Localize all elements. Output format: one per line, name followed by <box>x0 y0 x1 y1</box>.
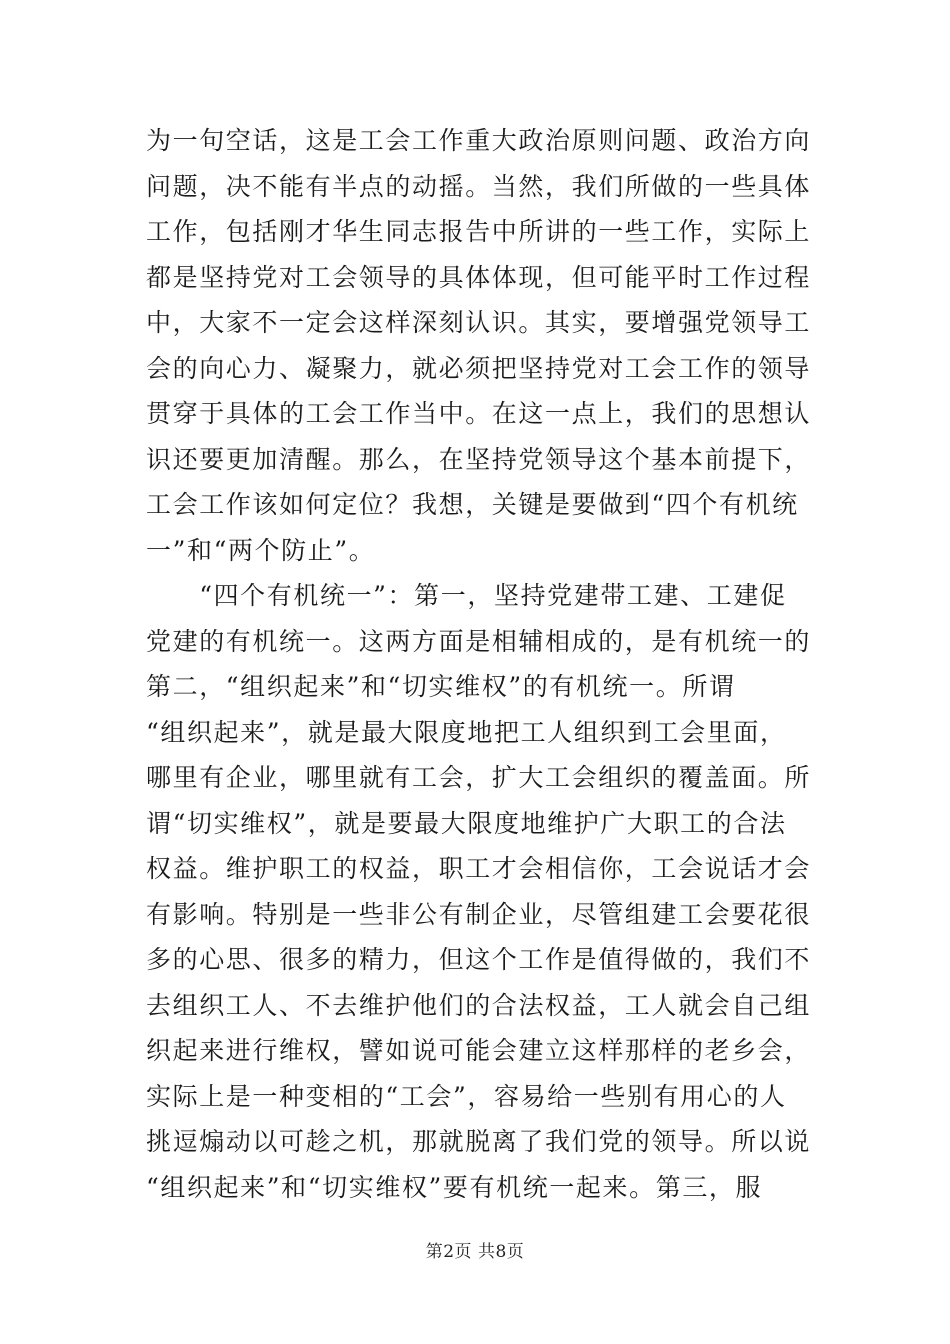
text-line: “组织起来”，就是最大限度地把工人组织到工会里面， <box>146 717 787 747</box>
text-line: 识还要更加清醒。那么，在坚持党领导这个基本前提下， <box>146 444 812 474</box>
text-line: 贯穿于具体的工会工作当中。在这一点上，我们的思想认 <box>146 399 812 428</box>
text-line: 去组织工人、不去维护他们的合法权益，工人就会自己组 <box>146 990 812 1020</box>
page-number-footer: 第2页 共8页 <box>425 1242 525 1262</box>
text-line: 中，大家不一定会这样深刻认识。其实，要增强党领导工 <box>146 308 812 337</box>
text-line: 挑逗煽动以可趁之机，那就脱离了我们党的领导。所以说 <box>146 1127 812 1156</box>
text-line: 都是坚持党对工会领导的具体体现，但可能平时工作过程 <box>146 262 812 292</box>
text-line: 问题，决不能有半点的动摇。当然，我们所做的一些具体 <box>146 171 812 201</box>
text-line: 哪里有企业，哪里就有工会，扩大工会组织的覆盖面。所 <box>146 763 812 792</box>
text-line: 多的心思、很多的精力，但这个工作是值得做的，我们不 <box>146 945 812 974</box>
text-line: 第二，“组织起来”和“切实维权”的有机统一。所谓 <box>146 672 736 701</box>
text-line: 工会工作该如何定位？我想，关键是要做到“四个有机统 <box>146 490 799 519</box>
text-line: 为一句空话，这是工会工作重大政治原则问题、政治方向 <box>146 126 812 155</box>
body-text <box>146 118 812 1210</box>
text-line: 会的向心力、凝聚力，就必须把坚持党对工会工作的领导 <box>146 353 812 383</box>
text-line: 实际上是一种变相的“工会”，容易给一些别有用心的人 <box>146 1081 787 1111</box>
text-line: 有影响。特别是一些非公有制企业，尽管组建工会要花很 <box>146 899 812 929</box>
text-line: 一”和“两个防止”。 <box>146 535 376 565</box>
text-line: “组织起来”和“切实维权”要有机统一起来。第三，服 <box>146 1172 763 1202</box>
text-line: 权益。维护职工的权益，职工才会相信你，工会说话才会 <box>146 854 812 883</box>
text-line: 党建的有机统一。这两方面是相辅相成的，是有机统一的 <box>146 626 812 656</box>
text-line: 织起来进行维权，譬如说可能会建立这样那样的老乡会， <box>146 1036 812 1065</box>
text-line: 工作，包括刚才华生同志报告中所讲的一些工作，实际上 <box>146 217 812 246</box>
paragraph-start-line: “四个有机统一”：第一，坚持党建带工建、工建促 <box>146 581 787 610</box>
text-line: 谓“切实维权”，就是要最大限度地维护广大职工的合法 <box>146 808 787 838</box>
